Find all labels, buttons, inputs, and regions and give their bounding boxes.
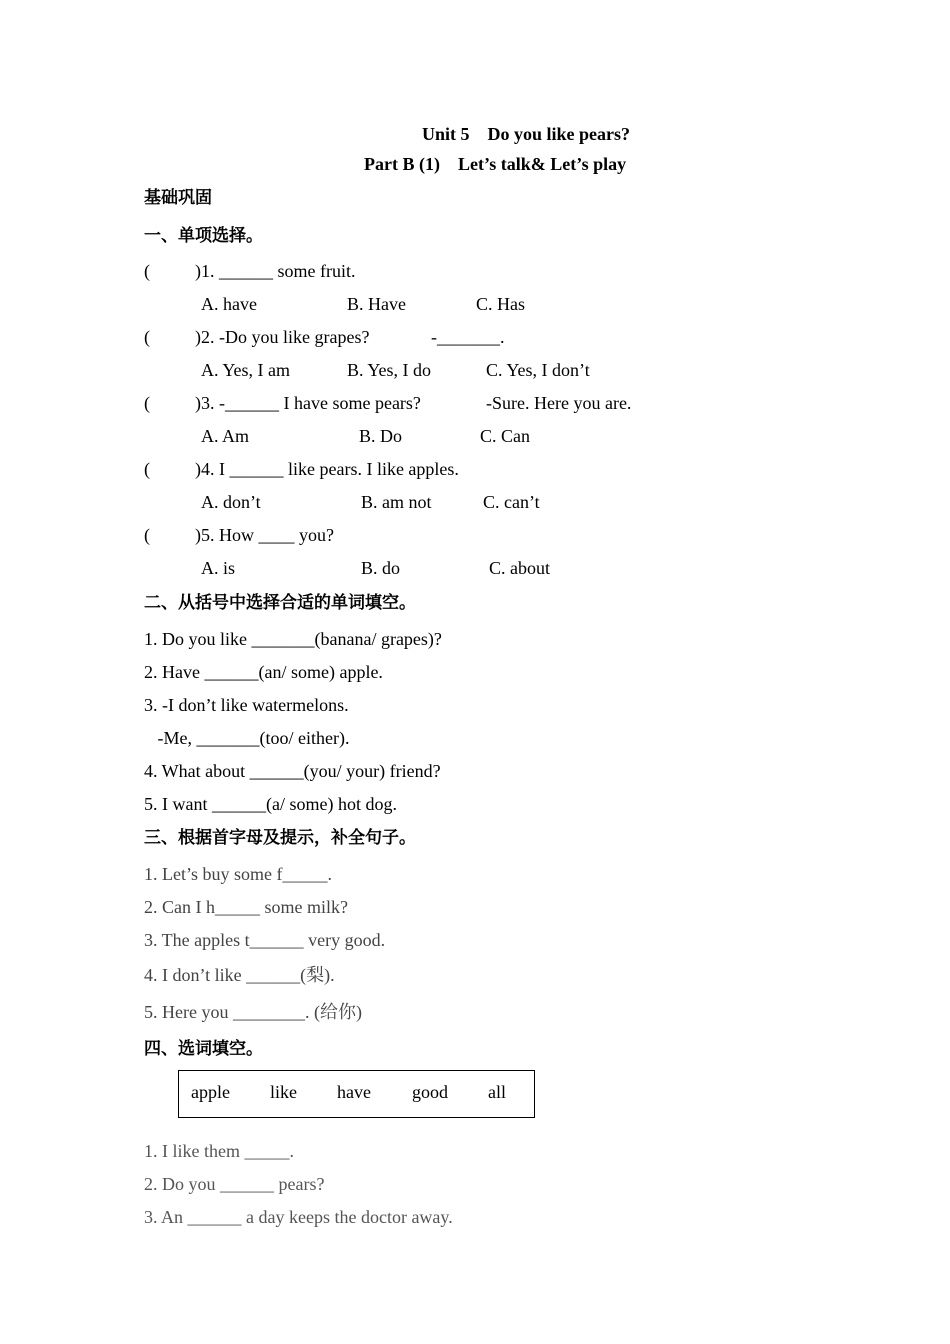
q5-option-a: A. is: [201, 558, 236, 578]
part4-item: 1. I like them _____.: [144, 1141, 294, 1161]
q2-response: -_______.: [431, 327, 505, 347]
part2-item: 2. Have ______(an/ some) apple.: [144, 662, 383, 682]
part3-item: 1. Let’s buy some f_____.: [144, 864, 332, 884]
word-bank-item: all: [488, 1082, 506, 1102]
part2-item: -Me, _______(too/ either).: [144, 728, 350, 748]
part4-heading: 四、选词填空。: [144, 1039, 263, 1059]
q4-option-b: B. am not: [361, 492, 432, 512]
page-subtitle: Part B (1) Let’s talk& Let’s play: [364, 154, 627, 174]
q3-option-b: B. Do: [359, 426, 403, 446]
word-bank-item: apple: [191, 1082, 230, 1102]
q5-option-b: B. do: [361, 558, 401, 578]
q5-stem: ( )5. How ____ you?: [144, 525, 334, 545]
q2-option-c: C. Yes, I don’t: [486, 360, 590, 380]
part3-item: 2. Can I h_____ some milk?: [144, 897, 348, 917]
q4-option-a: A. don’t: [201, 492, 261, 512]
q1-option-c: C. Has: [476, 294, 525, 314]
part2-item: 1. Do you like _______(banana/ grapes)?: [144, 629, 442, 649]
part4-item: 2. Do you ______ pears?: [144, 1174, 325, 1194]
page-title: Unit 5 Do you like pears?: [422, 124, 631, 144]
section-basic: 基础巩固: [144, 188, 212, 208]
part2-item: 3. -I don’t like watermelons.: [144, 695, 349, 715]
q4-option-c: C. can’t: [483, 492, 540, 512]
q4-stem: ( )4. I ______ like pears. I like apples.: [144, 459, 459, 479]
q1-option-a: A. have: [201, 294, 257, 314]
q2-option-a: A. Yes, I am: [201, 360, 291, 380]
word-bank-item: have: [337, 1082, 371, 1102]
q1-option-b: B. Have: [347, 294, 406, 314]
q1-stem: ( )1. ______ some fruit.: [144, 261, 356, 281]
q2-option-b: B. Yes, I do: [347, 360, 432, 380]
part3-item: 5. Here you ________. (给你): [144, 1002, 362, 1022]
word-bank-item: good: [412, 1082, 448, 1102]
part1-heading: 一、单项选择。: [144, 226, 263, 246]
q2-stem: ( )2. -Do you like grapes?: [144, 327, 370, 347]
q3-response: -Sure. Here you are.: [486, 393, 632, 413]
part3-item: 3. The apples t______ very good.: [144, 930, 386, 950]
q5-option-c: C. about: [489, 558, 550, 578]
part3-item: 4. I don’t like ______(梨).: [144, 965, 335, 985]
part2-item: 5. I want ______(a/ some) hot dog.: [144, 794, 397, 814]
part2-item: 4. What about ______(you/ your) friend?: [144, 761, 441, 781]
part3-heading: 三、根据首字母及提示，补全句子。: [144, 828, 416, 848]
q3-stem: ( )3. -______ I have some pears?: [144, 393, 421, 413]
word-bank-item: like: [270, 1082, 297, 1102]
part4-item: 3. An ______ a day keeps the doctor away.: [144, 1207, 453, 1227]
q3-option-a: A. Am: [201, 426, 250, 446]
q3-option-c: C. Can: [480, 426, 531, 446]
part2-heading: 二、从括号中选择合适的单词填空。: [144, 593, 416, 613]
